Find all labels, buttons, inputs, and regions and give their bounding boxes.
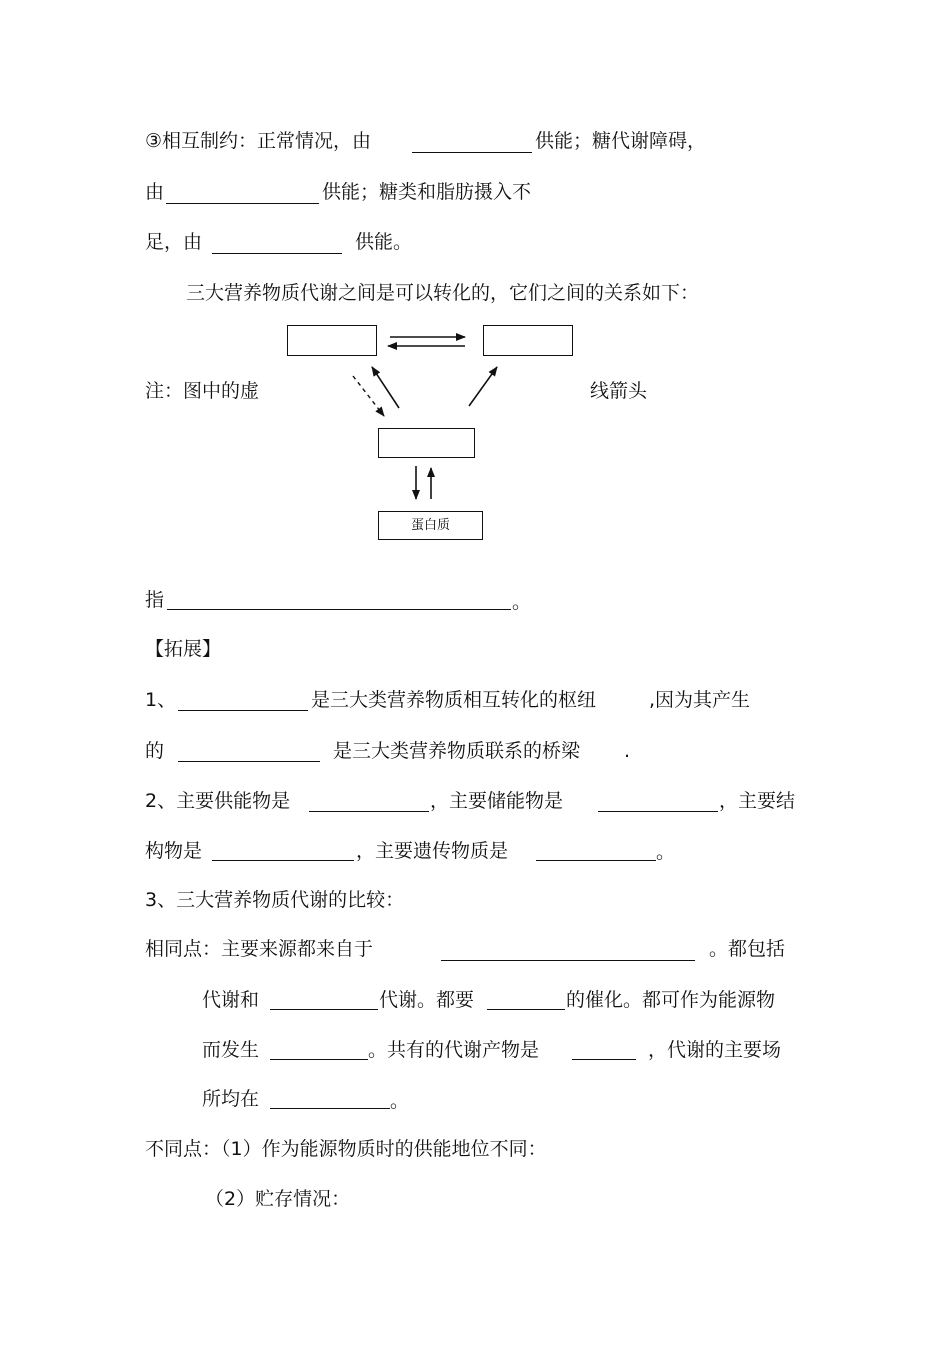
blank-field[interactable] bbox=[572, 1059, 636, 1060]
note-bottom-a: 指 bbox=[145, 589, 165, 611]
q3-l3-c: ，代谢的主要场 bbox=[648, 1039, 782, 1061]
blank-field[interactable] bbox=[270, 1009, 378, 1010]
blank-field[interactable] bbox=[270, 1108, 390, 1109]
intro-text: 三大营养物质代谢之间是可以转化的，它们之间的关系如下： bbox=[186, 282, 700, 304]
q1-text-f: . bbox=[624, 740, 631, 762]
q1-text-e: 是三大类营养物质联系的桥梁 bbox=[333, 740, 581, 762]
line2-text-a: 由 bbox=[145, 181, 165, 203]
q1-text-c: ,因为其产生 bbox=[649, 689, 751, 711]
q1-text-b: 是三大类营养物质相互转化的枢纽 bbox=[311, 689, 597, 711]
blank-field[interactable] bbox=[270, 1059, 368, 1060]
q3-same-b: 。都包括 bbox=[709, 938, 786, 960]
note-right: 线箭头 bbox=[590, 380, 648, 402]
q3-l3-a: 而发生 bbox=[202, 1039, 260, 1061]
blank-field[interactable] bbox=[178, 761, 320, 762]
q2-text-c: ，主要结 bbox=[719, 790, 796, 812]
blank-field[interactable] bbox=[309, 811, 429, 812]
q3-storage: （2）贮存情况： bbox=[205, 1188, 351, 1210]
blank-field[interactable] bbox=[598, 811, 718, 812]
q3-title: 3、三大营养物质代谢的比较： bbox=[145, 889, 405, 911]
dashed-arrow bbox=[353, 376, 384, 416]
q2-text-e: ，主要遗传物质是 bbox=[356, 840, 509, 862]
q3-l2-b: 代谢。都要 bbox=[379, 989, 475, 1011]
q1-text-d: 的 bbox=[145, 740, 165, 762]
q3-l3-b: 。共有的代谢产物是 bbox=[368, 1039, 540, 1061]
protein-label: 蛋白质 bbox=[410, 518, 450, 533]
q1-text-a: 1、 bbox=[145, 689, 177, 711]
line3-text-b: 供能。 bbox=[355, 231, 413, 253]
line1-text-b: 供能；糖代谢障碍， bbox=[535, 130, 707, 152]
q3-l4-b: 。 bbox=[390, 1090, 410, 1112]
blank-field[interactable] bbox=[441, 960, 695, 961]
q3-l2-a: 代谢和 bbox=[202, 989, 260, 1011]
blank-field[interactable] bbox=[212, 860, 354, 861]
q2-text-a: 2、主要供能物是 bbox=[145, 790, 291, 812]
q2-text-f: 。 bbox=[656, 841, 676, 863]
blank-field[interactable] bbox=[536, 860, 656, 861]
arrow-up-right bbox=[469, 367, 497, 406]
blank-field[interactable] bbox=[178, 710, 308, 711]
expand-heading: 【拓展】 bbox=[145, 638, 222, 660]
line3-text-a: 足，由 bbox=[145, 231, 203, 253]
q3-l2-c: 的催化。都可作为能源物 bbox=[566, 989, 776, 1011]
q2-text-b: ，主要储能物是 bbox=[430, 790, 564, 812]
line2-text-b: 供能；糖类和脂肪摄入不 bbox=[322, 181, 532, 203]
q3-same-a: 相同点：主要来源都来自于 bbox=[145, 938, 374, 960]
note-left: 注：图中的虚 bbox=[145, 380, 260, 402]
q3-diff: 不同点：（1）作为能源物质时的供能地位不同： bbox=[145, 1138, 547, 1160]
line1-text-a: ③相互制约：正常情况，由 bbox=[145, 130, 372, 152]
arrow-up-left bbox=[372, 367, 399, 408]
blank-field[interactable] bbox=[167, 609, 511, 610]
q3-l4-a: 所均在 bbox=[202, 1088, 260, 1110]
note-bottom-b: 。 bbox=[512, 591, 532, 613]
q2-text-d: 构物是 bbox=[145, 840, 203, 862]
blank-field[interactable] bbox=[487, 1009, 565, 1010]
